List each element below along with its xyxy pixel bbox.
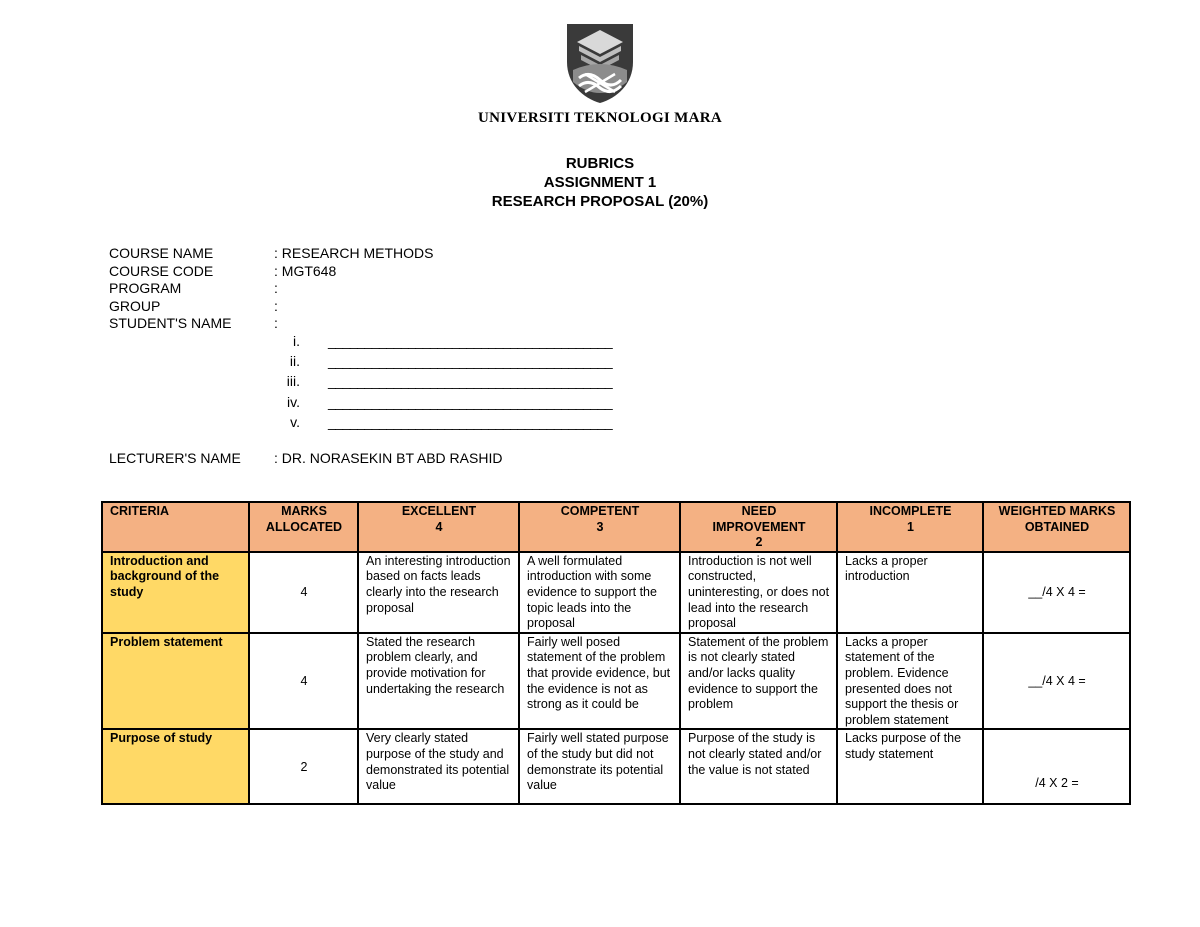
criteria-cell: Problem statement: [102, 633, 249, 730]
info-row-program: [109, 280, 433, 298]
weighted-marks-cell: /4 X 2 =: [983, 729, 1130, 804]
excellent-cell: An interesting introduction based on facts leads clearly into the research proposal: [358, 552, 519, 633]
header-text: IMPROVEMENT: [712, 519, 806, 534]
header-competent: [519, 502, 680, 552]
rubric-table: [101, 501, 1131, 805]
info-row-student-name: [109, 315, 433, 333]
student-name-blank: _______________________________________: [328, 393, 613, 410]
criteria-cell: Purpose of study: [102, 729, 249, 804]
title-line-assignment: ASSIGNMENT 1: [543, 174, 657, 191]
student-entry: [280, 331, 612, 351]
info-label: PROGRAM: [109, 280, 182, 296]
header-text: OBTAINED: [1024, 519, 1090, 534]
student-number: iii.: [286, 373, 300, 390]
need-improvement-cell: Introduction is not well constructed, uninteresting, or does not lead into the research proposal: [680, 552, 837, 633]
competent-cell: Fairly well posed statement of the problem that provide evidence, but the evidence is not as strong as it could be: [519, 633, 680, 730]
need-improvement-cell: Purpose of the study is not clearly stated and/or the value is not stated: [680, 729, 837, 804]
student-number: i.: [293, 333, 300, 349]
incomplete-cell: Lacks a proper statement of the problem. Evidence presented does not support the thesis or problem statement: [837, 633, 983, 730]
header-text: WEIGHTED MARKS: [998, 504, 1116, 518]
header-weighted-marks: [983, 502, 1130, 552]
info-value: :: [274, 280, 278, 296]
lecturer-value: : DR. NORASEKIN BT ABD RASHID: [274, 450, 503, 466]
table-header-row: [102, 502, 1130, 552]
incomplete-cell: Lacks purpose of the study statement: [837, 729, 983, 804]
header-text: NEED: [741, 504, 777, 518]
lecturer-label: LECTURER'S NAME: [109, 450, 241, 466]
marks-cell: 4: [249, 633, 358, 730]
excellent-cell: Very clearly stated purpose of the study and demonstrated its potential value: [358, 729, 519, 804]
header-score: 1: [907, 519, 914, 534]
header-text: ALLOCATED: [265, 519, 343, 534]
competent-cell: Fairly well stated purpose of the study but did not demonstrate its potential value: [519, 729, 680, 804]
header-text: COMPETENT: [560, 504, 640, 518]
student-name-blank: _______________________________________: [328, 413, 613, 430]
header-criteria: CRITERIA: [102, 502, 249, 552]
need-improvement-cell: Statement of the problem is not clearly stated and/or lacks quality evidence to support the problem: [680, 633, 837, 730]
document-title: [0, 154, 1200, 211]
header-text: EXCELLENT: [401, 504, 477, 518]
header-excellent: [358, 502, 519, 552]
header-text: MARKS: [281, 504, 327, 518]
info-label: COURSE NAME: [109, 245, 214, 261]
header-score: 4: [435, 519, 443, 534]
info-row-course-code: [109, 263, 433, 281]
header-score: 2: [755, 535, 763, 550]
weighted-marks-cell: __/4 X 4 =: [983, 633, 1130, 730]
student-number: ii.: [289, 353, 300, 370]
student-name-blank: _______________________________________: [328, 333, 613, 349]
header-marks-allocated: [249, 502, 358, 552]
marks-cell: 2: [249, 729, 358, 804]
info-value: : MGT648: [274, 262, 337, 279]
criteria-cell: Introduction and background of the study: [102, 552, 249, 633]
student-entry: [280, 412, 612, 432]
marks-cell: 4: [249, 552, 358, 633]
student-number: iv.: [287, 393, 300, 410]
incomplete-cell: Lacks a proper introduction: [837, 552, 983, 633]
student-entry: [280, 392, 612, 412]
student-name-list: [280, 331, 612, 432]
info-label: STUDENT'S NAME: [109, 315, 232, 331]
student-entry: [280, 351, 612, 371]
info-value: : RESEARCH METHODS: [274, 245, 434, 261]
header-incomplete: [837, 502, 983, 552]
info-value: :: [274, 297, 278, 314]
info-label: COURSE CODE: [109, 262, 214, 279]
student-name-blank: _______________________________________: [328, 353, 613, 370]
excellent-cell: Stated the research problem clearly, and provide motivation for undertaking the research: [358, 633, 519, 730]
uitm-crest-icon: [565, 22, 635, 104]
student-number: v.: [290, 413, 300, 430]
info-row-course-name: [109, 245, 433, 263]
competent-cell: A well formulated introduction with some evidence to support the topic leads into the proposal: [519, 552, 680, 633]
header-need-improvement: [680, 502, 837, 552]
lecturer-row: [109, 450, 502, 466]
weighted-marks-cell: __/4 X 4 =: [983, 552, 1130, 633]
table-row: [102, 729, 1130, 804]
info-value: :: [274, 315, 278, 331]
student-name-blank: _______________________________________: [328, 373, 613, 390]
university-name: UNIVERSITI TEKNOLOGI MARA: [478, 110, 722, 126]
info-label: GROUP: [109, 297, 161, 314]
header-text: INCOMPLETE: [869, 504, 952, 518]
title-line-rubrics: RUBRICS: [565, 155, 635, 172]
title-line-proposal: RESEARCH PROPOSAL (20%): [491, 193, 709, 210]
info-row-group: [109, 298, 433, 316]
header-score: 3: [596, 519, 604, 534]
table-row: [102, 552, 1130, 633]
table-row: [102, 633, 1130, 730]
course-info: [109, 245, 433, 333]
student-entry: [280, 371, 612, 391]
